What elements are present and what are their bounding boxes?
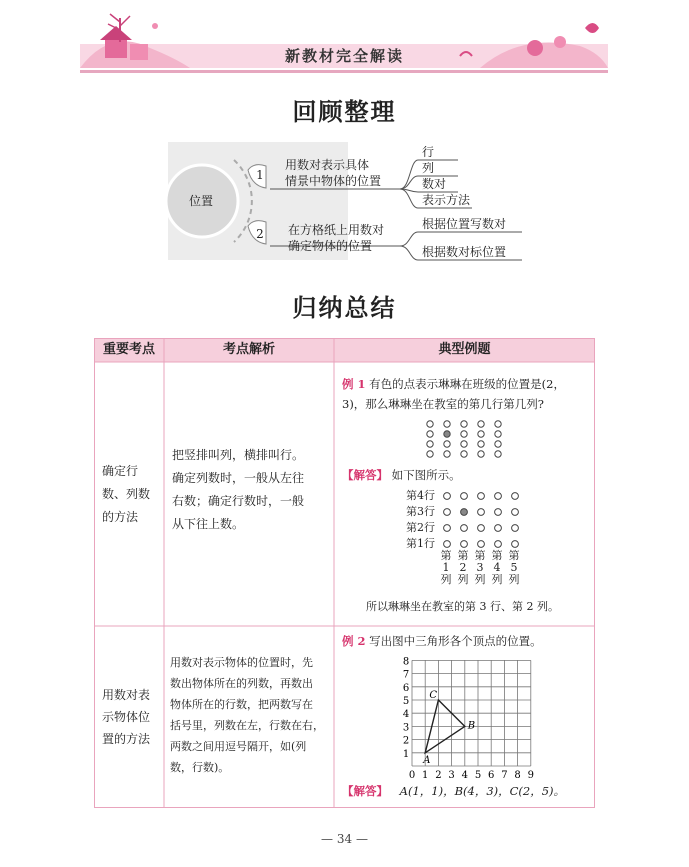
branch-2-leaf: 根据数对标位置	[422, 245, 507, 259]
row-labels	[406, 488, 435, 552]
x-tick-label: 7	[501, 770, 508, 780]
seat-dot	[444, 451, 450, 457]
seat-dot	[461, 525, 468, 532]
row1-point: 确定行 数、列数 的方法	[102, 464, 151, 524]
header-key-point: 重要考点	[94, 338, 164, 362]
vertex-label: C	[429, 690, 438, 701]
seat-dot	[478, 451, 484, 457]
branch-1-number: 1	[256, 168, 264, 182]
branch-1-leaf: 行	[422, 145, 435, 159]
seat-dot	[427, 441, 433, 447]
branch-2-number: 2	[256, 227, 264, 241]
seat-dot	[461, 441, 467, 447]
col-label: 第 3 列	[474, 549, 486, 586]
summary-table	[94, 338, 595, 808]
seat-dot	[495, 493, 502, 500]
page-number: — 34 —	[321, 832, 368, 846]
y-tick-label: 8	[402, 656, 410, 668]
row2-point: 用数对表 示物体位 置的方法	[102, 688, 151, 746]
seat-dot-highlighted	[461, 509, 468, 516]
y-tick-label: 7	[402, 669, 410, 681]
seat-dot	[444, 421, 450, 427]
seat-dot	[512, 541, 519, 548]
branch-1-leaf: 数对	[422, 177, 447, 191]
seat-dot	[495, 509, 502, 516]
seat-dot	[478, 525, 485, 532]
seat-dot	[444, 493, 451, 500]
col-label: 第 2 列	[457, 549, 469, 586]
x-tick-label: 6	[488, 770, 495, 780]
seat-dot	[444, 541, 451, 548]
x-tick-label: 8	[514, 770, 521, 780]
seat-dot	[512, 493, 519, 500]
row1-answer: 【解答】 如下图所示。	[342, 468, 461, 482]
x-tick-label: 5	[474, 770, 482, 780]
y-tick-label: 4	[402, 709, 410, 721]
row1-example: 例 1 有色的点表示琳琳在班级的位置是(2， 3)，那么琳琳坐在教室的第几行第几列?	[342, 377, 565, 411]
seat-dot	[495, 431, 501, 437]
seat-dot	[495, 441, 501, 447]
x-tick-label: 0	[408, 770, 416, 780]
x-tick-label: 4	[461, 770, 468, 780]
seat-dot	[444, 509, 451, 516]
vertex-label: A	[423, 754, 431, 766]
y-tick-label: 5	[402, 696, 410, 707]
coordinate-grid	[394, 648, 544, 780]
header-rule	[80, 70, 608, 73]
seat-dot	[478, 493, 485, 500]
seat-dot	[461, 451, 467, 457]
seat-dot	[478, 441, 484, 447]
seat-dot	[427, 451, 433, 457]
row-label: 第3行	[406, 505, 435, 518]
review-title: 回顾整理	[292, 97, 397, 126]
vertex-label: B	[467, 720, 476, 732]
x-tick-label: 3	[448, 770, 455, 780]
mind-center: 位置	[188, 194, 213, 208]
seat-dot	[495, 421, 501, 427]
y-tick-label: 6	[402, 682, 410, 694]
seat-dot	[512, 509, 519, 516]
y-tick-label: 1	[402, 748, 410, 760]
branch-2-line2: 确定物体的位置	[288, 239, 373, 253]
branch-1-leaf: 列	[422, 161, 435, 175]
row-label: 第4行	[406, 489, 435, 502]
seat-dot	[461, 421, 467, 427]
seat-dot	[444, 441, 450, 447]
y-tick-label: 2	[402, 735, 410, 747]
seat-dot	[478, 509, 485, 516]
row1-analysis: 把竖排叫列，横排叫行。 确定列数时，一般从左往 右数；确定行数时，一般 从下往上数。	[172, 448, 305, 531]
row-label: 第1行	[406, 537, 435, 550]
branch-2-line1: 在方格纸上用数对	[288, 223, 385, 237]
seat-dot	[461, 541, 468, 548]
branch-1-line2: 情景中物体的位置	[285, 174, 382, 188]
branch-1-leaf: 表示方法	[422, 193, 471, 207]
seat-dot	[461, 493, 468, 500]
x-tick-label: 2	[435, 770, 442, 780]
header-analysis: 考点解析	[164, 338, 334, 362]
seat-dot	[512, 525, 519, 532]
header-title: 新教材完全解读	[284, 47, 404, 65]
seat-dot	[478, 421, 484, 427]
row2-analysis: 用数对表示物体的位置时，先 数出物体所在的列数，再数出 物体所在的行数，把两数写在 括号里，列数在左，行数在右， 两数之间用逗号隔开，如(列 数，行数)。	[170, 656, 324, 774]
seat-dot	[461, 431, 467, 437]
x-tick-label: 1	[422, 770, 429, 780]
header-example: 典型例题	[334, 338, 595, 362]
branch-1-line1: 用数对表示具体	[285, 158, 370, 172]
seat-dot-highlighted	[444, 431, 450, 437]
col-label: 第 5 列	[508, 549, 520, 586]
seat-dot	[478, 431, 484, 437]
col-label: 第 4 列	[491, 549, 503, 586]
seat-dot-grid	[424, 418, 508, 460]
branch-2-leaf: 根据位置写数对	[422, 217, 507, 231]
labeled-dot-grid	[440, 488, 530, 554]
summary-title: 归纳总结	[292, 293, 397, 322]
y-tick-label: 3	[402, 722, 410, 734]
seat-dot	[495, 541, 502, 548]
x-tick-label: 9	[527, 770, 534, 780]
row2-example: 例 2 写出图中三角形各个顶点的位置。	[342, 634, 542, 648]
row2-answer: 【解答】 A(1，1)，B(4，3)，C(2，5)。	[342, 784, 566, 798]
seat-dot	[427, 431, 433, 437]
col-label: 第 1 列	[440, 549, 452, 586]
seat-dot	[495, 451, 501, 457]
seat-dot	[444, 525, 451, 532]
seat-dot	[427, 421, 433, 427]
seat-dot	[495, 525, 502, 532]
seat-dot	[478, 541, 485, 548]
row1-conclusion: 所以琳琳坐在教室的第 3 行、第 2 列。	[366, 600, 559, 613]
row-label: 第2行	[406, 521, 435, 534]
